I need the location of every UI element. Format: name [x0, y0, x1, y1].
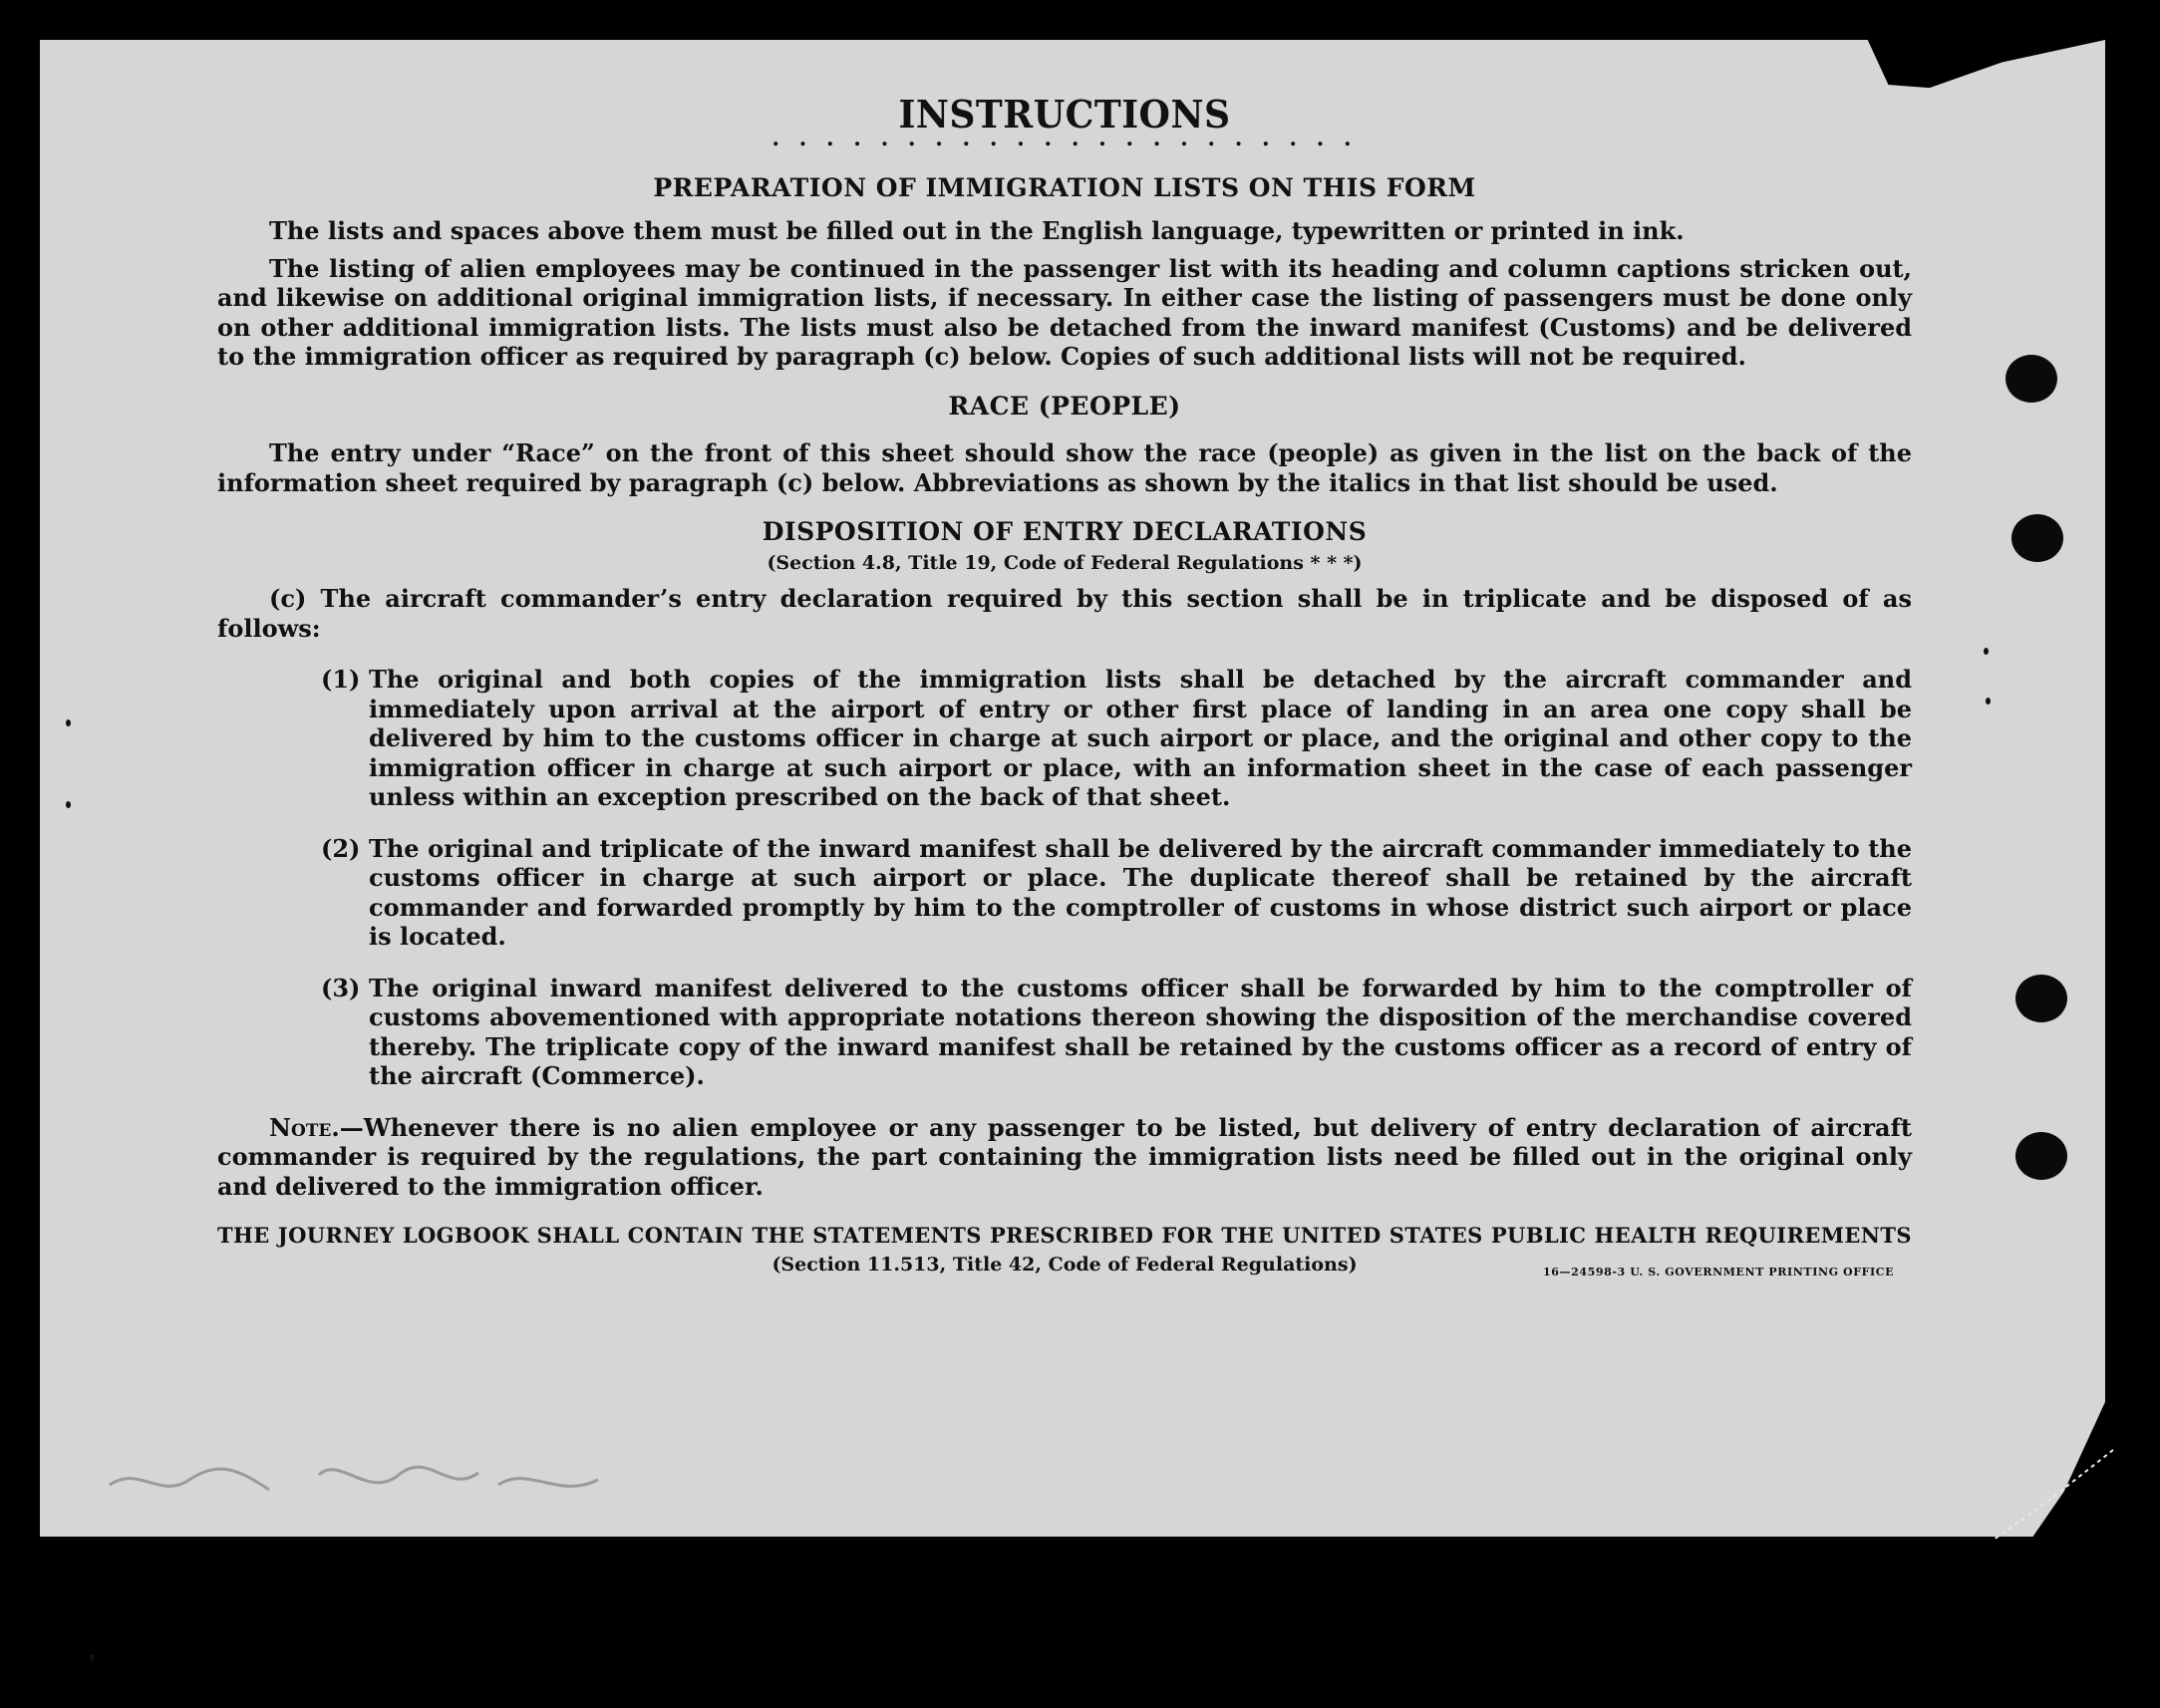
page-title: INSTRUCTIONS — [898, 92, 1231, 137]
torn-corner-image — [1984, 1445, 2123, 1545]
list-item-text: The original inward manifest delivered to the customs officer shall be forwarded by him to the comptroller of customs abovementioned with appropriate notations thereon showing the disposition of the merchandise covered thereby. The triplicate copy of the inward manifest shall be retained by the customs officer as a record of entry of the aircraft (Commerce). — [369, 973, 1912, 1090]
title-underline: . . . . . . . . . . . . . . . . . . . . . . — [771, 125, 1358, 151]
ink-speck — [90, 1654, 95, 1661]
race-paragraph: The entry under “Race” on the front of this sheet should show the race (people) as given in the list on the back of the information sheet required by paragraph (c) below. Abbreviations as shown by the italics in that list should be used. — [217, 438, 1912, 497]
printing-office-imprint: 16—24598-3 U. S. GOVERNMENT PRINTING OFFICE — [1543, 1266, 1895, 1279]
list-item-text: The original and both copies of the immigration lists shall be detached by the aircraft commander and immediately upon arrival at the airport of entry or other first place of landing in an area one copy shall be delivered by him to the customs officer in charge at such airport or place, and the original and other copy to the immigration officer in charge at such airport or place, with an information sheet in the case of each passenger unless within an exception prescribed on the back of that sheet. — [369, 665, 1912, 811]
punch-hole — [2015, 1132, 2067, 1180]
ink-speck — [66, 719, 71, 726]
list-item-text: The original and triplicate of the inward manifest shall be delivered by the aircraft commander immediately to the customs officer in charge at such airport or place. The duplicate thereof shall be retained by the aircraft commander and forwarded promptly by him to the comptroller of customs in whose district such airport or place is located. — [369, 833, 1912, 951]
punch-hole — [2015, 975, 2067, 1022]
section-heading-preparation: PREPARATION OF IMMIGRATION LISTS ON THIS FORM — [653, 172, 1476, 202]
note-text: —Whenever there is no alien employee or any passenger to be listed, but delivery of entry declaration of aircraft commander is required by the regulations, the part containing the immigration lists need be filled out in the original only and delivered to the immigration officer. — [217, 1112, 1912, 1201]
ink-speck — [1984, 648, 1989, 655]
footer-requirements: THE JOURNEY LOGBOOK SHALL CONTAIN THE STATEMENTS PRESCRIBED FOR THE UNITED STATES PUBLIC HEALTH REQUIREMENTS — [217, 1223, 1912, 1248]
disposition-intro: (c) The aircraft commander’s entry declaration required by this section shall be in triplicate and be disposed of as follows: — [217, 584, 1912, 643]
note-paragraph — [217, 1113, 1912, 1202]
faint-signature-image — [100, 1445, 618, 1515]
footer-citation: (Section 11.513, Title 42, Code of Federal Regulations) — [771, 1253, 1358, 1276]
punch-hole — [2011, 514, 2063, 562]
note-label: Note. — [269, 1112, 340, 1142]
list-item-number: (2) — [321, 833, 361, 863]
list-item — [321, 665, 1912, 812]
list-item-number: (3) — [321, 973, 361, 1002]
section-heading-race: RACE (PEOPLE) — [948, 391, 1181, 421]
section-heading-disposition: DISPOSITION OF ENTRY DECLARATIONS — [762, 517, 1368, 546]
preparation-paragraph-2: The listing of alien employees may be continued in the passenger list with its heading and column captions stricken out, and likewise on additional original immigration lists, if necessary. In either case the listing of passengers must be done only on other additional immigration lists. The lists must also be detached from the inward manifest (Customs) and be delivered to the immigration officer as required by paragraph (c) below. Copies of such additional lists will not be required. — [217, 253, 1912, 371]
punch-hole — [2006, 355, 2057, 403]
list-item — [321, 974, 1912, 1091]
preparation-paragraph-1: The lists and spaces above them must be filled out in the English language, typewritten or printed in ink. — [269, 216, 1685, 245]
list-item — [321, 834, 1912, 952]
ink-speck — [1986, 698, 1991, 705]
instructions-body — [217, 92, 1912, 1285]
ink-speck — [66, 801, 71, 808]
list-item-number: (1) — [321, 665, 361, 694]
disposition-citation: (Section 4.8, Title 19, Code of Federal Regulations * * *) — [767, 551, 1363, 574]
